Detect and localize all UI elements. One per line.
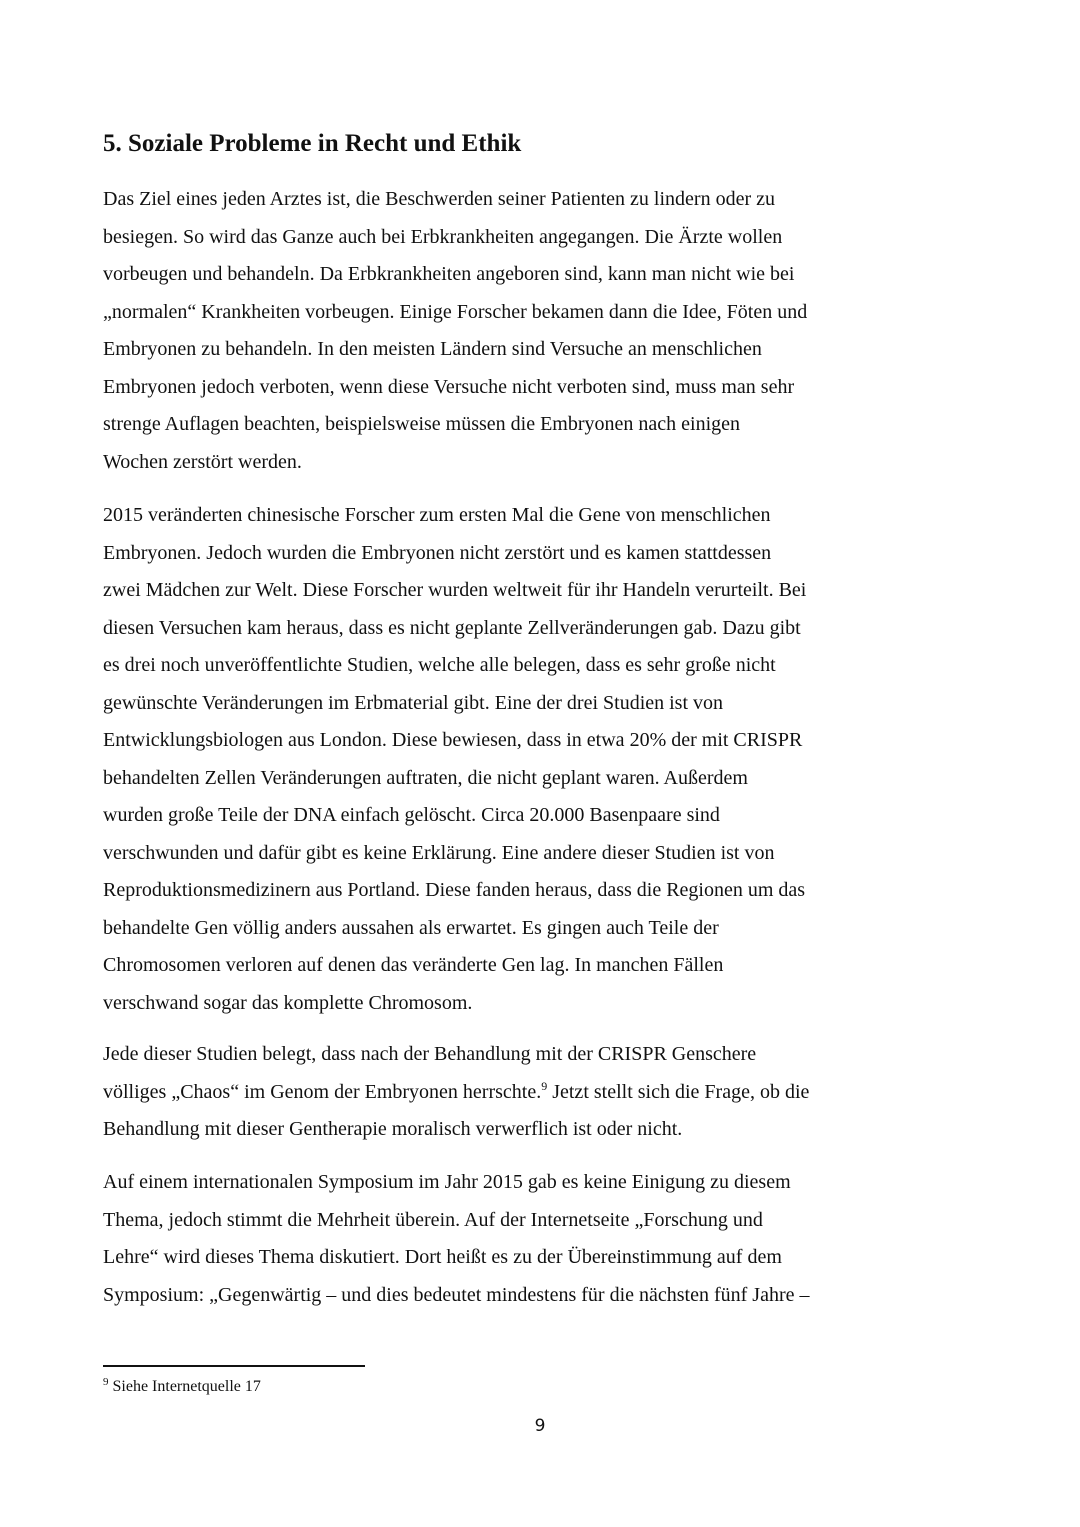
page-number: 9 [534, 1416, 546, 1436]
footnote-reference: 9 [541, 1078, 548, 1093]
text-line [103, 1074, 903, 1112]
text-line: Chromosomen verloren auf denen das veränderte Gen lag. In manchen Fällen [103, 954, 724, 976]
text-line: verschwand sogar das komplette Chromosom. [103, 991, 473, 1014]
text-line: Lehre“ wird dieses Thema diskutiert. Dort heißt es zu der Übereinstimmung auf dem [103, 1246, 782, 1268]
text-line: Embryonen jedoch verboten, wenn diese Versuche nicht verboten sind, muss man sehr [103, 375, 795, 398]
paragraph-1 [103, 181, 903, 481]
section-heading: 5. Soziale Probleme in Recht und Ethik [103, 130, 522, 157]
paragraph-4 [103, 1164, 903, 1314]
footnote-divider [103, 1365, 365, 1367]
text-line: Symposium: „Gegenwärtig – und dies bedeutet mindestens für die nächsten fünf Jahre – [103, 1283, 810, 1306]
text-line: Entwicklungsbiologen aus London. Diese bewiesen, dass in etwa 20% der mit CRISPR [103, 729, 803, 751]
paragraph-2 [103, 497, 903, 1022]
text-line: Embryonen zu behandeln. In den meisten Ländern sind Versuche an menschlichen [103, 338, 762, 360]
text-line: „normalen“ Krankheiten vorbeugen. Einige Forscher bekamen dann die Idee, Föten und [103, 300, 808, 323]
text-line: Wochen zerstört werden. [103, 450, 302, 473]
footnote [103, 1376, 261, 1398]
text-line: es drei noch unveröffentlichte Studien, welche alle belegen, dass es sehr große nicht [103, 654, 776, 676]
text-line: behandelte Gen völlig anders aussahen als erwartet. Es gingen auch Teile der [103, 916, 719, 939]
paragraph-3 [103, 1036, 903, 1149]
text-line: behandelten Zellen Veränderungen auftraten, die nicht geplant waren. Außerdem [103, 766, 748, 789]
text-line: besiegen. So wird das Ganze auch bei Erbkrankheiten angegangen. Die Ärzte wollen [103, 225, 783, 248]
text-segment: Jetzt stellt sich die Frage, ob die [547, 1080, 810, 1103]
text-line: vorbeugen und behandeln. Da Erbkrankheiten angeboren sind, kann man nicht wie bei [103, 263, 795, 285]
text-line: Auf einem internationalen Symposium im Jahr 2015 gab es keine Einigung zu diesem [103, 1171, 791, 1193]
text-line: Thema, jedoch stimmt die Mehrheit überein. Auf der Internetseite „Forschung und [103, 1208, 763, 1231]
text-line: gewünschte Veränderungen im Erbmaterial gibt. Eine der drei Studien ist von [103, 691, 724, 714]
text-line: Das Ziel eines jeden Arztes ist, die Beschwerden seiner Patienten zu lindern oder zu [103, 188, 775, 210]
text-line: wurden große Teile der DNA einfach gelöscht. Circa 20.000 Basenpaare sind [103, 804, 720, 826]
text-line: Behandlung mit dieser Gentherapie moralisch verwerflich ist oder nicht. [103, 1118, 683, 1140]
text-line: zwei Mädchen zur Welt. Diese Forscher wurden weltweit für ihr Handeln verurteilt. Bei [103, 579, 807, 601]
footnote-text: Siehe Internetquelle 17 [108, 1378, 261, 1395]
footnote-number: 9 [103, 1376, 109, 1388]
text-line: diesen Versuchen kam heraus, dass es nicht geplante Zellveränderungen gab. Dazu gibt [103, 616, 801, 639]
text-segment: völliges „Chaos“ im Genom der Embryonen herrschte. [103, 1080, 542, 1103]
text-line: Jede dieser Studien belegt, dass nach der Behandlung mit der CRISPR Genschere [103, 1043, 757, 1065]
text-line: Embryonen. Jedoch wurden die Embryonen nicht zerstört und es kamen stattdessen [103, 541, 772, 564]
text-line: strenge Auflagen beachten, beispielsweise müssen die Embryonen nach einigen [103, 413, 741, 435]
text-line: verschwunden und dafür gibt es keine Erklärung. Eine andere dieser Studien ist von [103, 841, 775, 864]
text-line: 2015 veränderten chinesische Forscher zum ersten Mal die Gene von menschlichen [103, 504, 771, 526]
text-line: Reproduktionsmedizinern aus Portland. Diese fanden heraus, dass die Regionen um das [103, 879, 806, 901]
